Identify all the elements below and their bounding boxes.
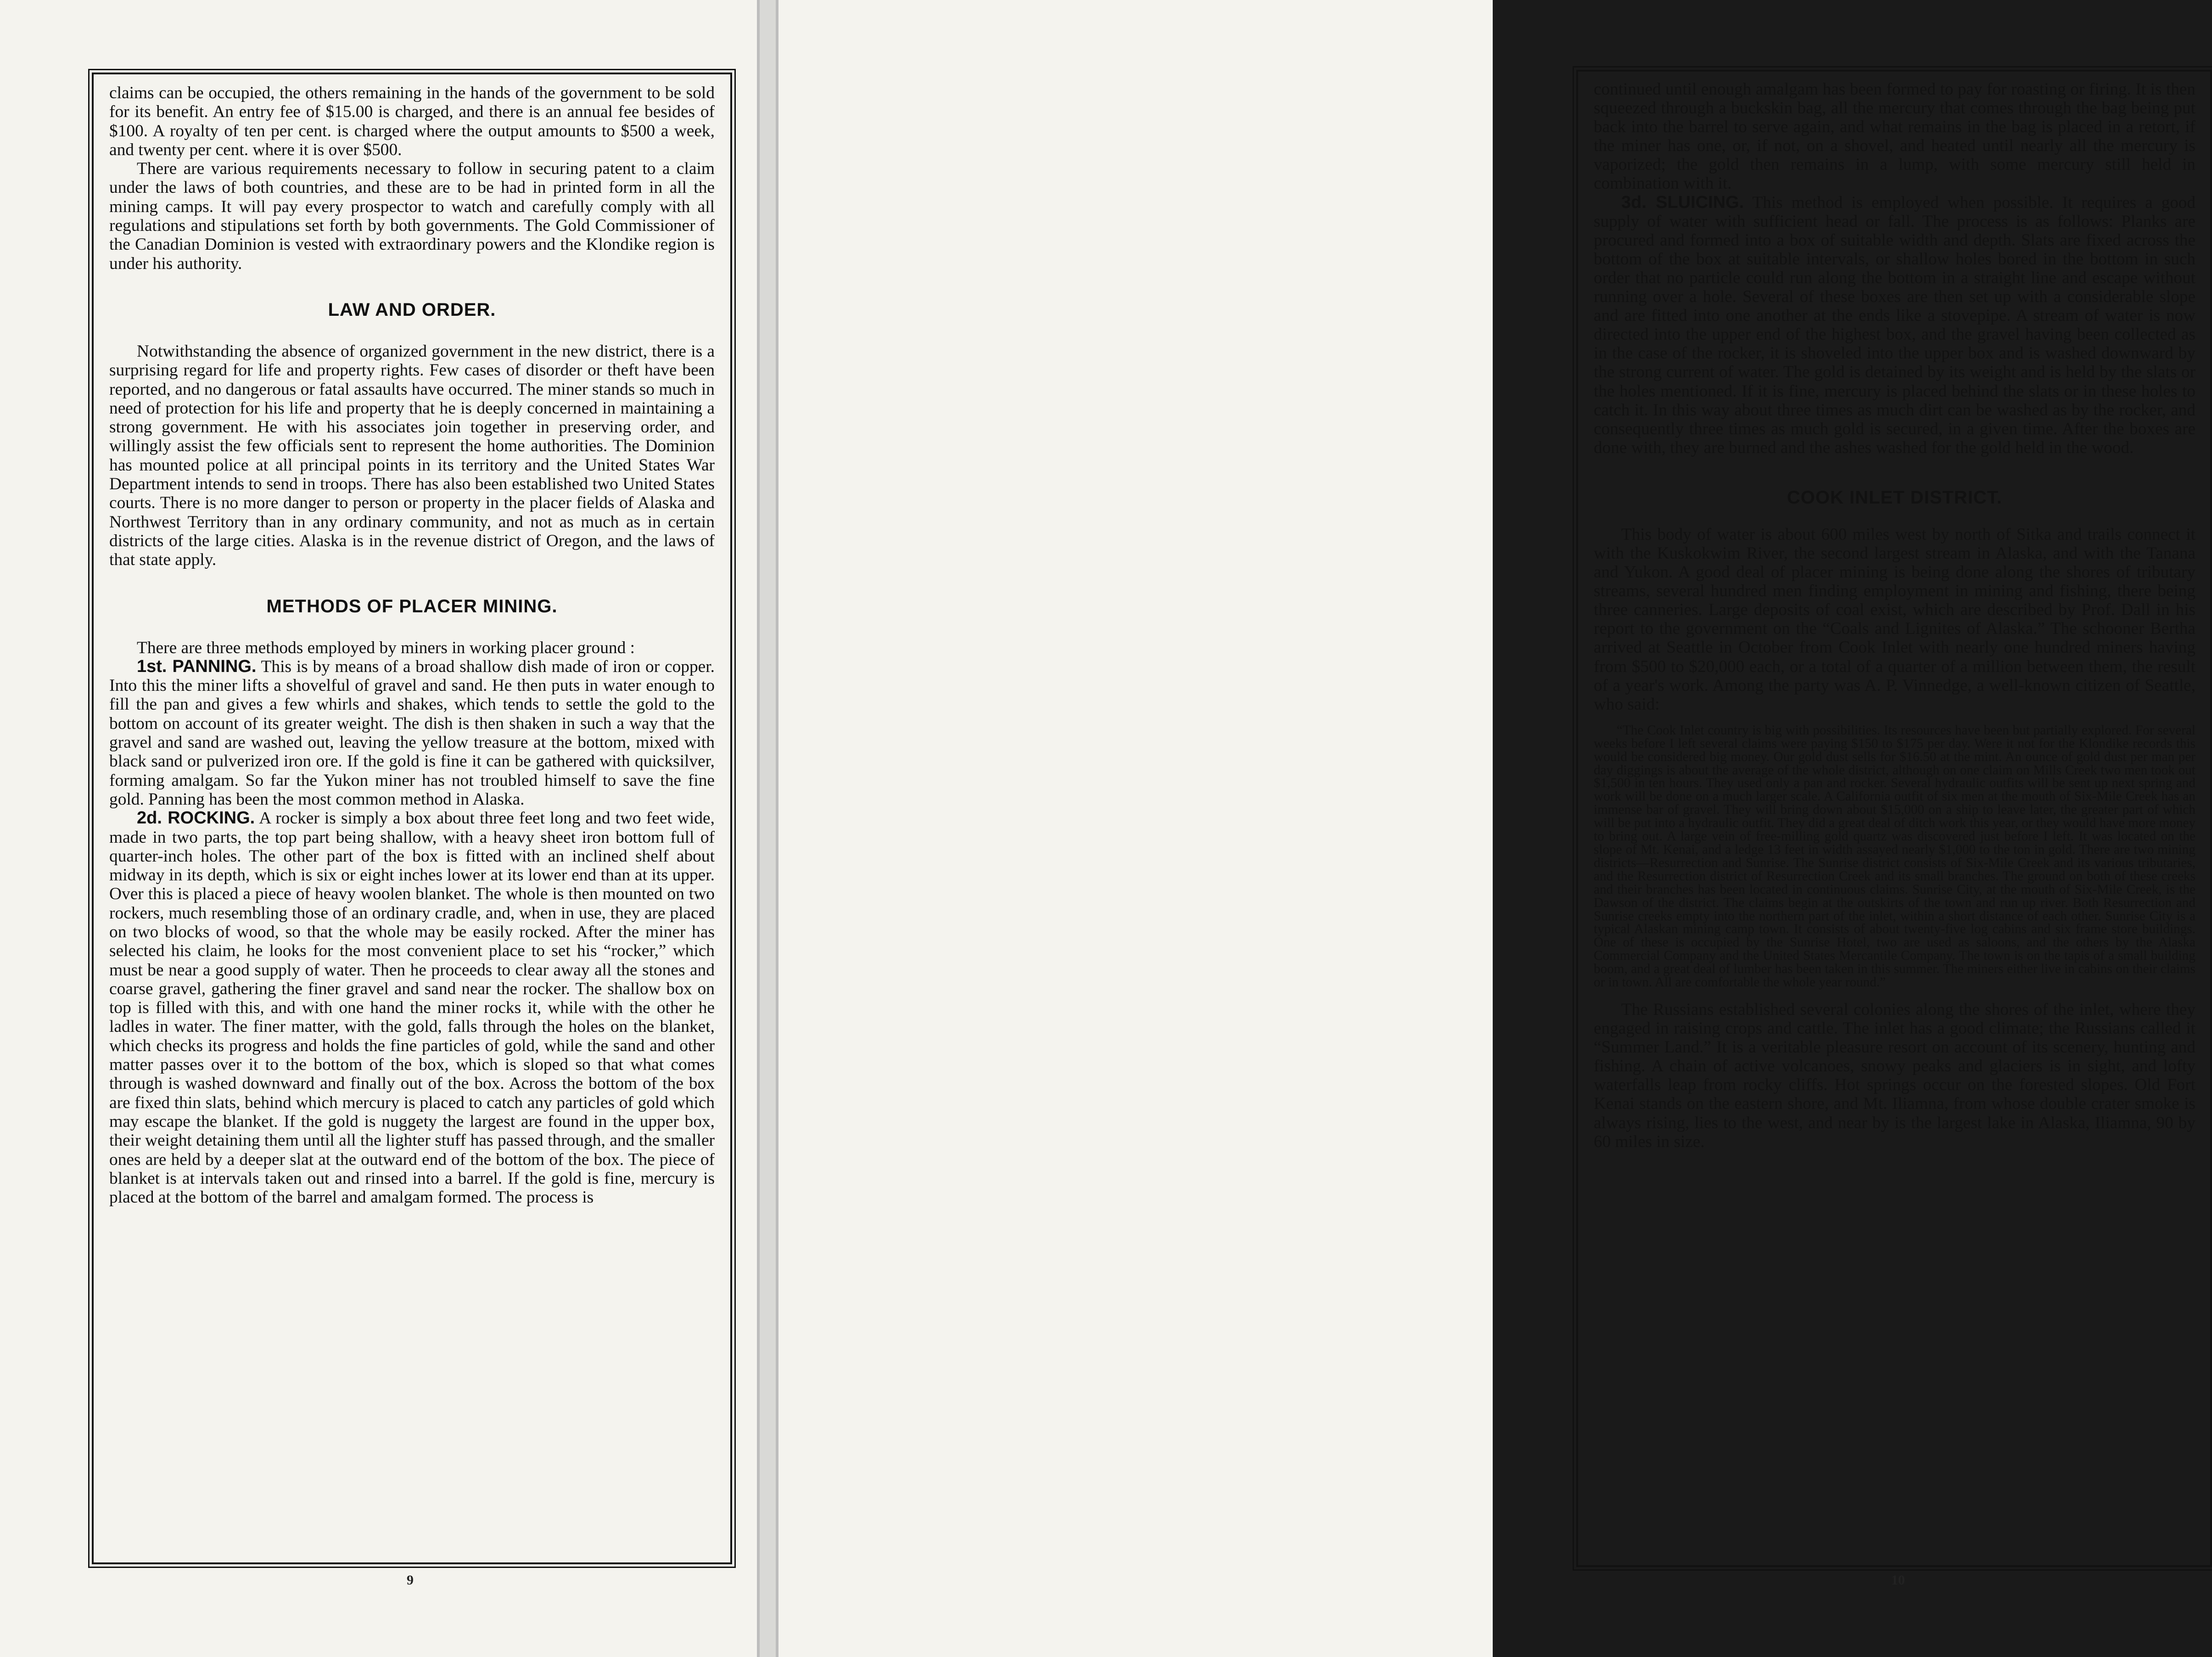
heading-law-and-order: LAW AND ORDER. bbox=[328, 299, 496, 320]
paragraph-russians: The Russians established several colonies along the shores of the inlet, where they engaged in raising crops and cattle. The inlet has a good climate; the Russians called it “Summer Land.” It is a veritable pleasure resort on account of its scenery, hunting and fishing. A chain of active volcanoes, snowy peaks and glaciers is in sight, and lofty waterfalls leap from rocky cliffs. Hot springs occur on the forested slopes. Old Fort Kenai stands on the eastern shore, and Mt. Iliamna, from whose double crater smoke is always rising, lies to the west, and near by is the largest lake in Alaska, Iliamna, 90 by 60 miles in size. bbox=[1594, 1000, 2195, 1151]
right-column bbox=[1594, 80, 2195, 1151]
run-head-panning: 1st. PANNING. bbox=[137, 656, 257, 676]
left-column bbox=[109, 84, 715, 1207]
paragraph-methods-intro: There are three methods employed by miners in working placer ground : bbox=[137, 638, 635, 657]
heading-methods-of-placer-mining: METHODS OF PLACER MINING. bbox=[266, 596, 558, 616]
left-page bbox=[0, 0, 760, 1657]
paragraph-rocking bbox=[109, 809, 715, 1207]
book-gutter bbox=[760, 0, 776, 1657]
paragraph-continued-amalgam: continued until enough amalgam has been formed to pay for roasting or firing. It is then squeezed through a buckskin bag, all the mercury that comes through the bag being put back into the barrel to serve again, and what remains in the bag is placed in a retort, if the miner has one, or, if not, on a shovel, and heated until nearly all the mercury is vaporized; the gold then remains in a lump, with some mercury still held in combination with it. bbox=[1594, 80, 2195, 193]
paragraph-requirements: There are various requirements necessary to follow in securing patent to a claim under the laws of both countries, and these are to be had in printed form in all the mining camps. It will pay every prospector to watch and carefully comply with all regulations and stipulations set forth by both governments. The Gold Commissioner of the Canadian Dominion is vested with extraordinary powers and the Klondike region is under his authority. bbox=[109, 159, 715, 273]
paragraph-sluicing bbox=[1594, 193, 2195, 457]
sluicing-text: This method is employed when possible. It requires a good supply of water with sufficient head or fall. The process is as follows: Planks are procured and formed into a box of suitable width and depth. Slats are fixed across the bottom of the box at suitable intervals, or shallow holes bored in the bottom in such order that no particle could run along the bottom in a straight line and escape without running over a hole. Several of these boxes are then set up with a considerable slope and are fitted into one another at the ends like a stovepipe. A stream of water is now directed into the upper end of the highest box, and the gravel having been collected as in the case of the rocker, it is shoveled into the upper box and is washed downward by the strong current of water. The gold is detained by its weight and is held by the slats or the holes mentioned. If it is fine, mercury is placed behind the slats or in these holes to catch it. In this way about three times as much dirt can be washed as by the rocker, and consequently three times as much gold is secured, in a given time. After the boxes are done with, they are burned and the ashes washed for the gold held in the wood. bbox=[1594, 193, 2195, 457]
paragraph-claims: claims can be occupied, the others remaining in the hands of the government to be sold for its benefit. An entry fee of $15.00 is charged, and there is an annual fee besides of $100. A royalty of ten per cent. is charged where the output amounts to $500 a week, and twenty per cent. where it is over $500. bbox=[109, 84, 715, 159]
paragraph-cook-inlet: This body of water is about 600 miles west by north of Sitka and trails connect it with the Kuskokwim River, the second largest stream in Alaska, and with the Tanana and Yukon. A good deal of placer mining is being done along the shores of tributary streams, several hundred men finding employment in mining and fishing, there being three canneries. Large deposits of coal exist, which are described by Prof. Dall in his report to the government on the “Coals and Lignites of Alaska.” The schooner Bertha arrived at Seattle in October from Cook Inlet with nearly one hundred miners having from $500 to $20,000 each, or a total of a quarter of a million between them, the result of a year's work. Among the party was A. P. Vinnedge, a well-known citizen of Seattle, who said: bbox=[1594, 525, 2195, 714]
panning-text: This is by means of a broad shallow dish made of iron or copper. Into this the miner lifts a shovelful of gravel and sand. He then puts in water enough to fill the pan and gives a few whirls and shakes, which tends to settle the gold to the bottom on account of its greater weight. The dish is then shaken in such a way that the gravel and sand are washed out, leaving the yellow treasure at the bottom, mixed with black sand or pulverized iron ore. If the gold is fine it can be gathered with quicksilver, forming amalgam. So far the Yukon miner has not troubled himself to save the fine gold. Panning has been the most common method in Alaska. bbox=[109, 657, 715, 809]
page-number-right: 10 bbox=[1891, 1573, 1905, 1588]
paragraph-panning bbox=[109, 657, 715, 809]
paragraph-law-and-order: Notwithstanding the absence of organized government in the new district, there is a surprising regard for life and property rights. Few cases of disorder or theft have been reported, and no dangerous or fatal assaults have occurred. The miner stands so much in need of protection for his life and property that he is deeply concerned in maintaining a strong government. He with his associates join together in preserving order, and willingly assist the few officials sent to represent the home authorities. The Dominion has mounted police at all principal points in its territory and the United States War Department intends to send in troops. There has also been established two United States courts. There is no more danger to person or property in the placer fields of Alaska and Northwest Territory than in any ordinary community, and not as much as in certain districts of the large cities. Alaska is in the revenue district of Oregon, and the laws of that state apply. bbox=[109, 341, 715, 570]
rocking-text: A rocker is simply a box about three feet long and two feet wide, made in two parts, the top part being shallow, with a heavy sheet iron bottom full of quarter-inch holes. The other part of the box is fitted with an inclined shelf about midway in its depth, which is six or eight inches lower at its lower end than at its upper. Over this is placed a piece of heavy woolen blanket. The whole is then mounted on two rockers, much resembling those of an ordinary cradle, and, when in use, they are placed on two blocks of wood, so that the whole may be easily rocked. After the miner has selected his claim, he looks for the most convenient place to set his “rocker,” which must be near a good supply of water. Then he proceeds to clear away all the stones and coarse gravel, gathering the finer gravel and sand near the rocker. The shallow box on top is filled with this, and with one hand the miner rocks it, while with the other he ladles in water. The finer matter, with the gold, falls through the holes on the blanket, which checks its progress and holds the fine particles of gold, while the sand and other matter passes over it to the bottom of the box, which is sloped so that what comes through is washed downward and finally out of the box. Across the bottom of the box are fixed thin slats, behind which mercury is placed to catch any particles of gold which may escape the blanket. If the gold is nuggety the largest are found in the upper box, their weight detaining them until all the lighter stuff has passed through, and the smaller ones are held by a deeper slat at the outward end of the bottom of the box. The piece of blanket is at intervals taken out and rinsed into a barrel. If the gold is fine, mercury is placed at the bottom of the barrel and amalgam formed. The process is bbox=[109, 809, 715, 1207]
quote-text: “The Cook Inlet country is big with possibilities. Its resources have been but partially explored. For several weeks before I left several claims were paying $150 to $175 per day. Were it not for the Klondike records this would be considered big money. Our gold dust sells for $16.50 at the mint. An ounce of gold dust per man per day diggings is about the average of the whole district, although on one claim on Mills Creek two men took out $1,500 in ten hours. They used only a pan and rocker. Several hydraulic outfits will be sent up next spring and work will be done on a much larger scale. A California outfit of six men at the mouth of Six-Mile Creek has an immense bar of gravel. They will bring down about $15,000 on a ship to leave later, the greater part of which will be put into a hydraulic outfit. They did a great deal of ditch work this year, or they would have more money to bring out. A large vein of free-milling gold quartz was discovered just before I left. It was located on the slope of Mt. Kenai, and a ledge 13 feet in width assayed nearly $1,000 to the ton in gold. There are two mining districts—Resurrection and Sunrise. The Sunrise district consists of Six-Mile Creek and its various tributaries, and the Resurrection district of Resurrection Creek and its small branches. The ground on both of these creeks and their branches has been located in continuous claims. Sunrise City, at the mouth of Six-Mile Creek, is the Dawson of the district. The claims begin at the outskirts of the town and run up river. Both Resurrection and Sunrise creeks empty into the northern part of the inlet, within a short distance of each other. Sunrise City is a typical Alaskan mining camp town. It consists of about twenty-five log cabins and six frame store buildings. One of these is occupied by the Sunrise Hotel, two are used as saloons, and the others by the Alaska Commercial Company and the United States Mercantile Company. The town is on the tapis of a small building boom, and a great deal of lumber has been taken in this summer. The miners either live in cabins on their claims or in town. All are comfortable the whole year round.” bbox=[1594, 722, 2195, 990]
page-number-left: 9 bbox=[407, 1573, 414, 1588]
right-page-frame bbox=[1576, 70, 2212, 1567]
right-page bbox=[776, 0, 2195, 1657]
run-head-sluicing: 3d. SLUICING. bbox=[1621, 192, 1744, 212]
run-head-rocking: 2d. ROCKING. bbox=[137, 808, 255, 828]
left-page-frame bbox=[92, 73, 732, 1564]
heading-cook-inlet-district: COOK INLET DISTRICT. bbox=[1787, 487, 2002, 508]
block-quote-vinnedge bbox=[1594, 724, 2195, 989]
